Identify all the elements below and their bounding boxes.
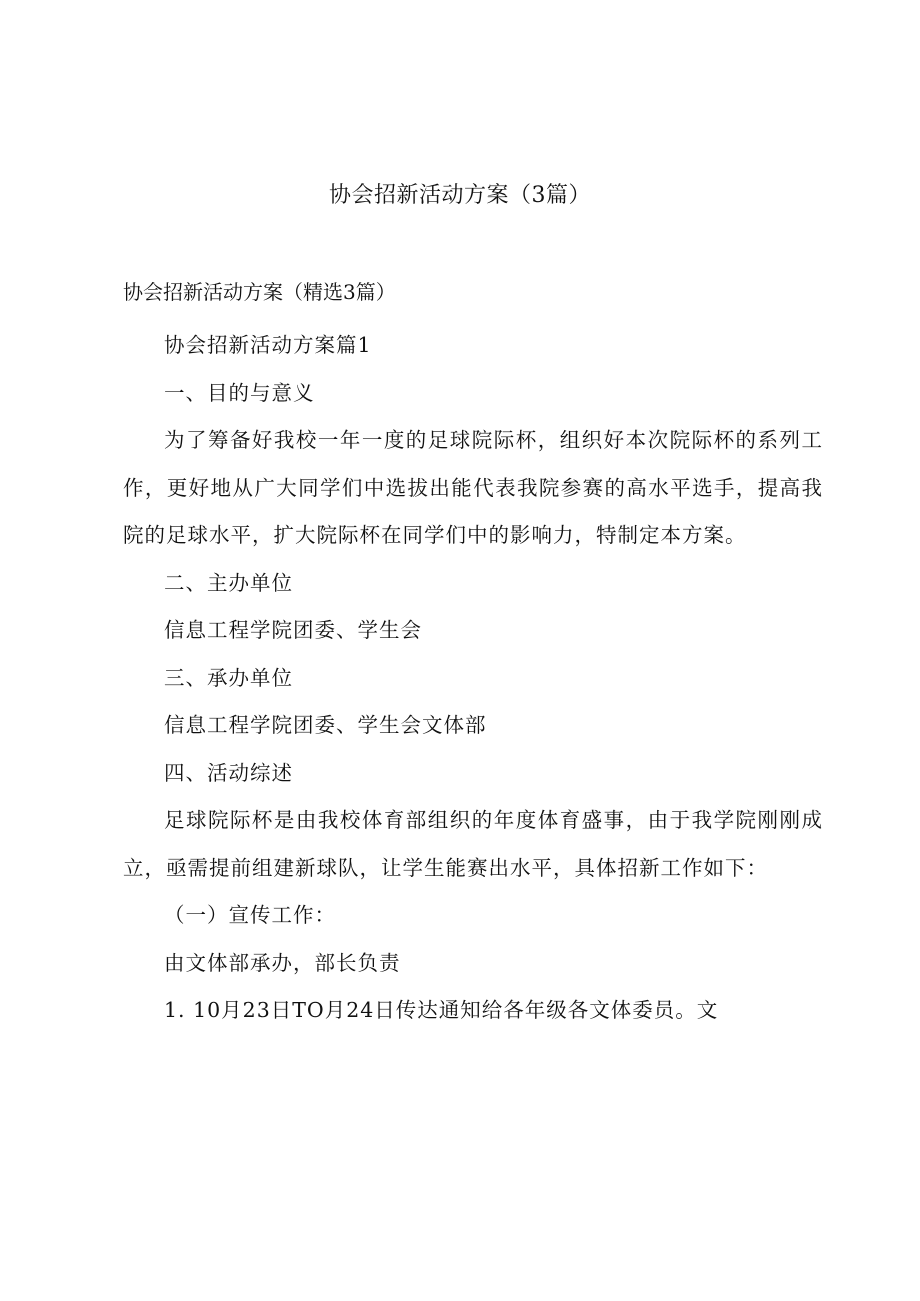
paragraph-co-organizer: 信息工程学院团委、学生会文体部 bbox=[164, 713, 487, 737]
paragraph-overview: 足球院际杯是由我校体育部组织的年度体育盛事，由于我学院刚刚成立，亟需提前组建新球队，让学生能赛出水平，具体招新工作如下： bbox=[123, 808, 823, 880]
document-title: 协会招新活动方案（3篇） bbox=[329, 183, 591, 208]
heading-section-1: 一、目的与意义 bbox=[164, 380, 315, 405]
paragraph-responsibility: 由文体部承办，部长负责 bbox=[164, 950, 401, 975]
heading-article-1: 协会招新活动方案篇1 bbox=[164, 333, 372, 357]
heading-subsection-1: （一）宣传工作： bbox=[164, 903, 336, 927]
heading-section-2: 二、主办单位 bbox=[164, 570, 293, 595]
paragraph-organizer: 信息工程学院团委、学生会 bbox=[164, 618, 422, 642]
document-body bbox=[123, 322, 823, 1035]
paragraph-item-1: 1. 10月23日TO月24日传达通知给各年级各文体委员。文 bbox=[164, 998, 719, 1022]
heading-section-3: 三、承办单位 bbox=[164, 665, 293, 690]
paragraph-purpose: 为了筹备好我校一年一度的足球院际杯，组织好本次院际杯的系列工作，更好地从广大同学们中选拔出能代表我院参赛的高水平选手，提高我院的足球水平，扩大院际杯在同学们中的影响力，特制定本方案。 bbox=[123, 428, 823, 547]
document-subtitle: 协会招新活动方案（精选3篇） bbox=[123, 280, 396, 304]
heading-section-4: 四、活动综述 bbox=[164, 760, 293, 785]
